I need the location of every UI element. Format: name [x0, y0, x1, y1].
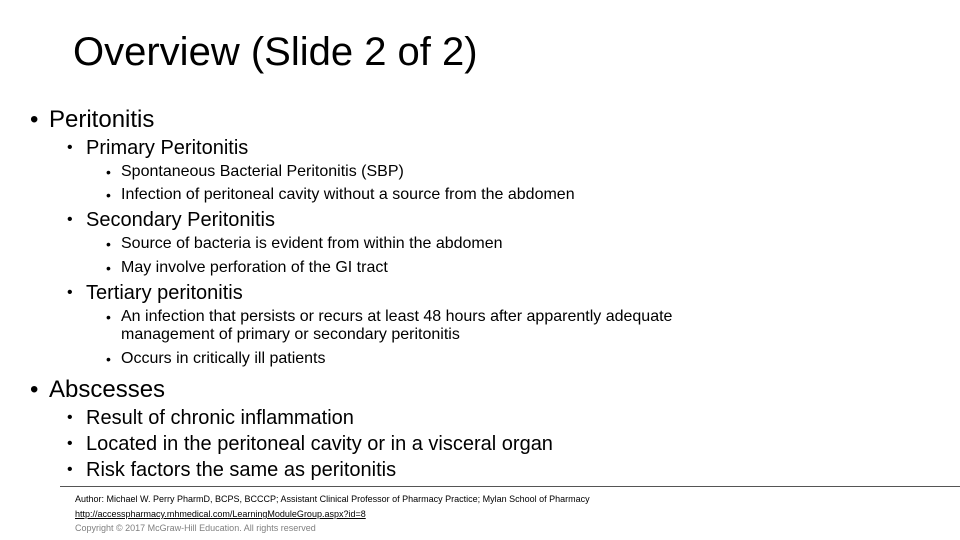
outline-item-peritonitis — [30, 106, 155, 134]
bullet-icon: • — [106, 164, 111, 180]
outline-item-primary-peritonitis — [67, 136, 249, 160]
bullet-icon: • — [106, 187, 111, 203]
outline-subitem-text: May involve perforation of the GI tract — [121, 259, 388, 276]
outline-item-secondary-peritonitis — [67, 208, 275, 232]
outline-subitem-text: management of primary or secondary peritonitis — [121, 326, 460, 343]
footer-source-link[interactable]: http://accesspharmacy.mhmedical.com/LearningModuleGroup.aspx?id=8 — [75, 509, 366, 519]
bullet-icon: • — [67, 409, 73, 426]
outline-item — [67, 432, 553, 456]
outline-subitem — [106, 186, 575, 204]
outline-item — [67, 406, 354, 430]
outline-item-label: Tertiary peritonitis — [86, 282, 243, 304]
bullet-icon: • — [106, 260, 111, 276]
bullet-icon: • — [67, 139, 73, 156]
outline-item-label: Secondary Peritonitis — [86, 209, 275, 231]
outline-subitem-text: Occurs in critically ill patients — [121, 350, 326, 367]
outline-subitem — [106, 350, 326, 368]
outline-subitem-text: An infection that persists or recurs at least 48 hours after apparently adequate — [121, 308, 673, 325]
outline-subitem — [106, 308, 673, 326]
outline-subitem-text: Infection of peritoneal cavity without a source from the abdomen — [121, 186, 575, 203]
bullet-icon: • — [67, 211, 73, 228]
outline-subitem — [106, 259, 388, 277]
bullet-icon: • — [67, 461, 73, 478]
bullet-icon: • — [106, 309, 111, 325]
bullet-icon: • — [67, 435, 73, 452]
footer-divider — [60, 486, 960, 487]
footer-copyright: Copyright © 2017 McGraw-Hill Education. All rights reserved — [75, 523, 316, 533]
slide-title: Overview (Slide 2 of 2) — [73, 30, 478, 74]
outline-item — [67, 458, 397, 482]
outline-subitem-text: Source of bacteria is evident from within the abdomen — [121, 235, 503, 252]
outline-item-text: Located in the peritoneal cavity or in a visceral organ — [86, 433, 553, 455]
bullet-icon: • — [30, 376, 39, 403]
outline-item-label: Abscesses — [49, 376, 166, 403]
outline-item-text: Result of chronic inflammation — [86, 407, 354, 429]
outline-subitem — [106, 235, 503, 253]
footer-author: Author: Michael W. Perry PharmD, BCPS, BCCCP; Assistant Clinical Professor of Pharmacy Practice; Mylan School of Pharmacy — [75, 494, 590, 504]
outline-subitem — [106, 163, 404, 181]
bullet-icon: • — [30, 106, 39, 133]
outline-item-label: Peritonitis — [49, 106, 155, 133]
outline-subitem-continuation — [121, 326, 460, 344]
outline-item-text: Risk factors the same as peritonitis — [86, 459, 397, 481]
bullet-icon: • — [106, 351, 111, 367]
outline-subitem-text: Spontaneous Bacterial Peritonitis (SBP) — [121, 163, 404, 180]
bullet-icon: • — [67, 284, 73, 301]
outline-item-abscesses — [30, 376, 166, 404]
outline-item-tertiary-peritonitis — [67, 281, 243, 305]
outline-item-label: Primary Peritonitis — [86, 137, 249, 159]
bullet-icon: • — [106, 236, 111, 252]
